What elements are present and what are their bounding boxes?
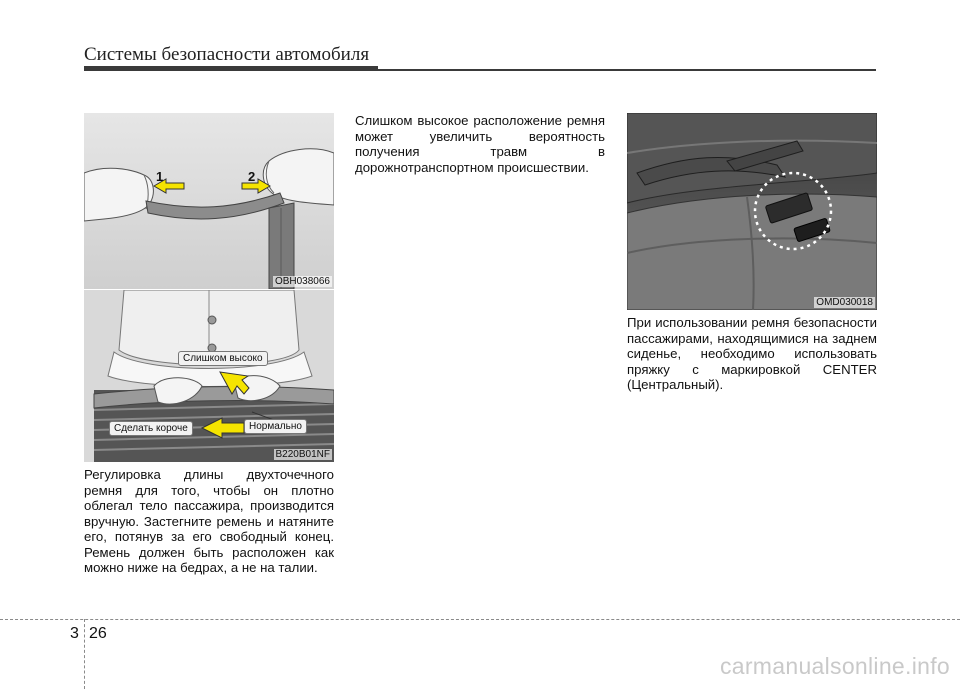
watermark: carmanualsonline.info [719, 653, 950, 679]
footer-divider [84, 619, 85, 689]
paragraph-belt-adjust: Регулировка длины двухточечного ремня для того, чтобы он плотно облегал тело пассажира, производится вручную. Застегните ремень и натяните его, потянув за его свободный конец. Ремень должен быть расположен как можно ниже на бедрах, а не на талии. [84, 467, 334, 575]
header-rule-thin [378, 69, 876, 71]
figure-code: OBH038066 [274, 276, 330, 287]
belt-adjust-illustration [84, 113, 334, 289]
figure-code: OMD030018 [816, 297, 873, 308]
callout-shorten: Сделать короче [109, 421, 193, 436]
paragraph-center-buckle: При использовании ремня безопасности пассажирами, находящимися на заднем сиденье, необходимо использовать пряжку с маркировкой CENTER (Центральный). [627, 315, 877, 392]
center-buckle-illustration [627, 113, 877, 310]
figure-label-2: 2 [248, 169, 256, 184]
figure-label-1: 1 [156, 169, 164, 184]
figure-lap-belt-position [84, 290, 334, 462]
header-rule-thick [84, 66, 378, 71]
page-number: 26 [89, 625, 107, 642]
figure-belt-adjust-hands [84, 113, 334, 289]
page-chapter-number: 3 [70, 625, 79, 642]
figure-code: B220B01NF [275, 449, 330, 460]
paragraph-too-high-warning: Слишком высокое расположение ремня может увеличить вероятность получения травм в дорожнотранспортном происшествии. [355, 113, 605, 175]
figure-rear-center-buckle [627, 113, 877, 310]
callout-too-high: Слишком высоко [178, 351, 268, 366]
page-header-title: Системы безопасности автомобиля [84, 44, 370, 65]
footer-rule [0, 619, 960, 620]
callout-normal: Нормально [244, 419, 307, 434]
lap-belt-illustration [84, 290, 334, 462]
